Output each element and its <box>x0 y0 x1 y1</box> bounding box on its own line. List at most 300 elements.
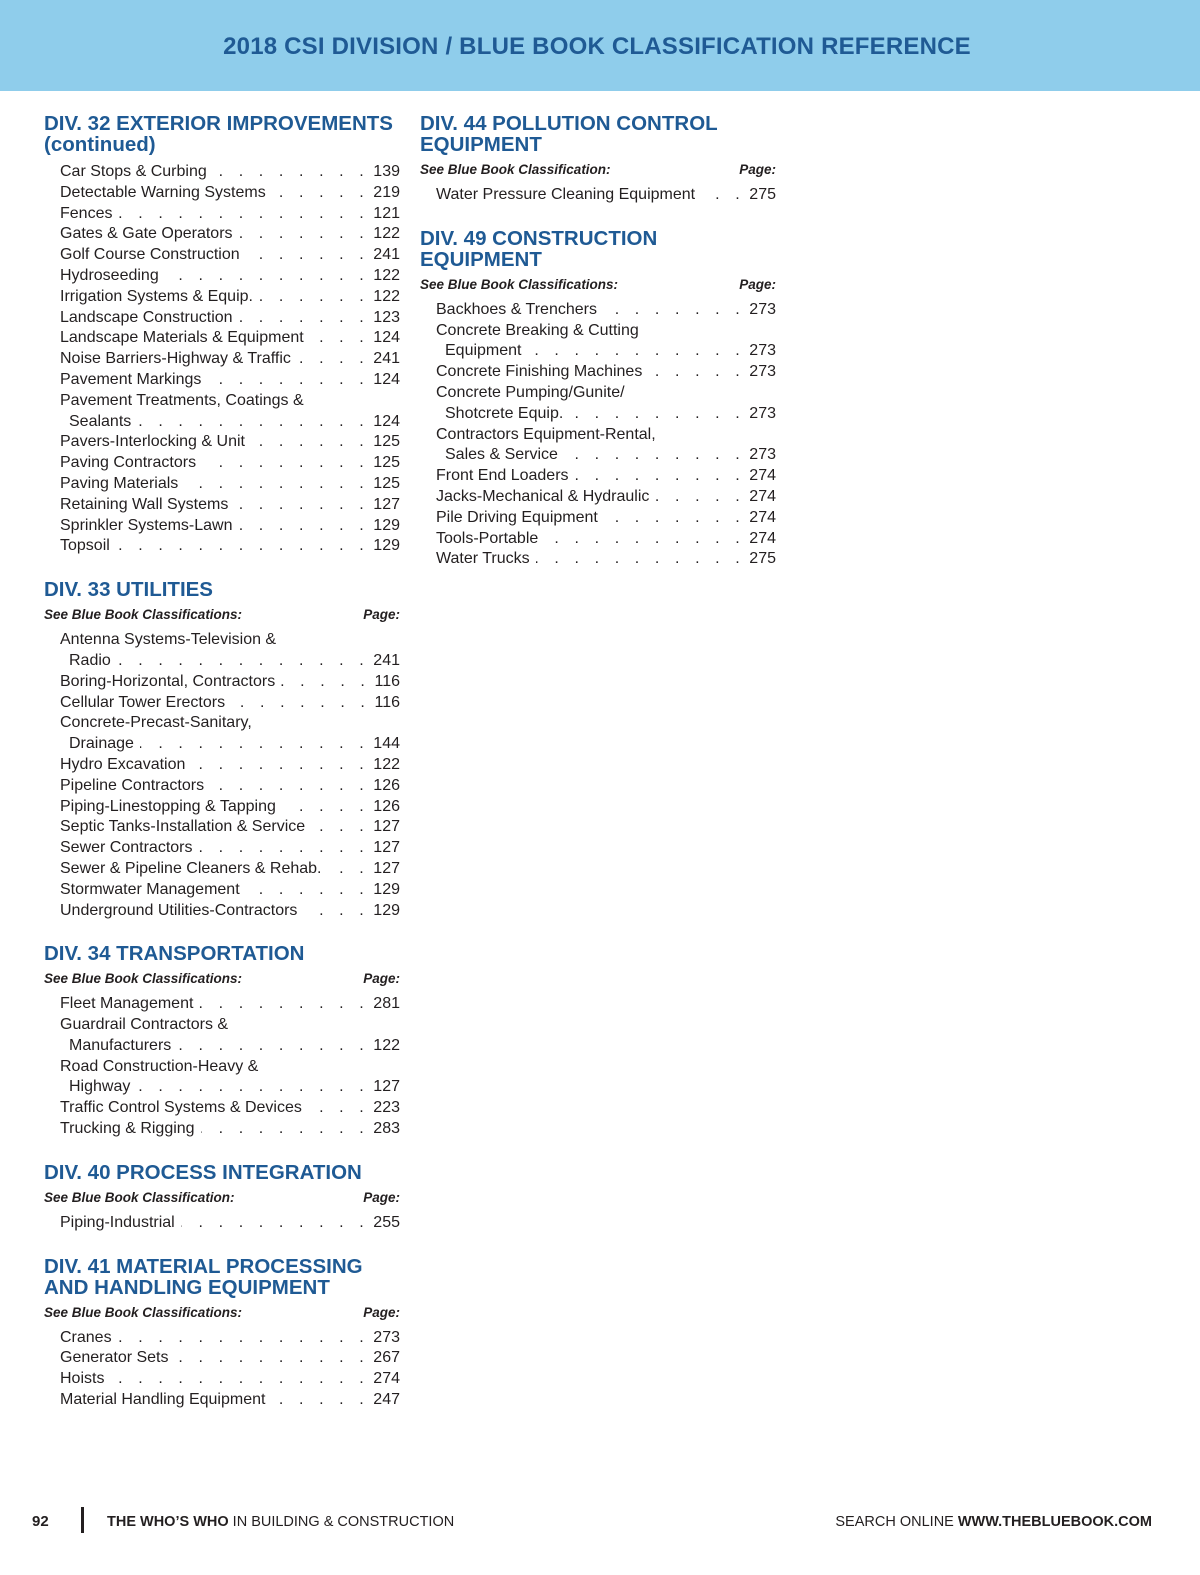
div44-title-line2: EQUIPMENT <box>420 133 542 156</box>
entry-page-number: 273 <box>749 300 776 318</box>
right-column <box>420 113 776 592</box>
see-classification-label: See Blue Book Classification: <box>420 162 611 177</box>
dot-leader <box>655 487 745 508</box>
entry-name: Concrete Pumping/Gunite/ <box>436 383 625 401</box>
entry-line <box>436 445 776 466</box>
dot-leader <box>191 755 369 776</box>
div49-section <box>420 228 776 570</box>
entry-page-number: 127 <box>373 495 400 513</box>
entry-page-number: 122 <box>373 225 400 243</box>
list-item <box>420 466 776 487</box>
list-item <box>420 549 776 570</box>
list-item <box>420 300 776 321</box>
dot-leader <box>575 466 746 487</box>
dot-leader <box>234 495 369 516</box>
entry-name: Jacks-Mechanical & Hydraulic <box>436 487 650 505</box>
entry-name: Topsoil <box>60 537 110 555</box>
entry-name: Paving Contractors <box>60 454 197 472</box>
entry-page-number: 125 <box>373 433 400 451</box>
entry-name-continued: Shotcrete Equip. <box>445 404 564 422</box>
list-item <box>44 672 400 693</box>
entry-line <box>60 308 400 329</box>
see-classifications-label: See Blue Book Classifications: <box>44 971 243 987</box>
dot-leader <box>136 1077 369 1098</box>
entry-name: Piping-Linestopping & Tapping <box>60 797 276 815</box>
entry-page-number: 129 <box>373 901 400 919</box>
div33-title: DIV. 33 UTILITIES <box>44 578 213 602</box>
entry-line <box>60 994 400 1015</box>
entry-name-continued: Drainage <box>69 735 134 753</box>
entry-line <box>60 328 400 349</box>
entry-line <box>60 651 400 672</box>
list-item <box>44 453 400 474</box>
div44-title <box>420 113 776 155</box>
list-item <box>44 162 400 183</box>
entry-line <box>60 1369 400 1390</box>
list-item <box>44 838 400 859</box>
entry-page-number: 123 <box>373 308 400 326</box>
entry-page-number: 281 <box>373 995 400 1013</box>
list-item <box>44 1390 400 1411</box>
entry-page-number: 129 <box>373 516 400 534</box>
dot-leader <box>117 651 369 672</box>
page-label: Page: <box>363 607 400 623</box>
entry-name: Pavers-Interlocking & Unit <box>60 433 245 451</box>
div33-section <box>44 579 400 921</box>
website-link[interactable]: WWW.THEBLUEBOOK.COM <box>957 1514 1152 1530</box>
div33-list <box>44 630 400 921</box>
entry-line <box>60 880 400 901</box>
entry-page-number: 127 <box>373 839 400 857</box>
div41-section <box>44 1256 400 1411</box>
entry-page-number: 274 <box>749 508 776 526</box>
list-item <box>44 245 400 266</box>
entry-page-number: 275 <box>749 186 776 203</box>
div41-title-line1: DIV. 41 MATERIAL PROCESSING <box>44 1254 363 1278</box>
entry-line <box>60 1036 400 1057</box>
entry-name: Stormwater Management <box>60 880 240 898</box>
entry-name: Septic Tanks-Installation & Service <box>60 818 306 836</box>
entry-line <box>60 516 400 537</box>
dot-leader <box>207 370 369 391</box>
dot-leader <box>259 287 369 308</box>
see-classifications-label: See Blue Book Classifications: <box>44 1304 243 1320</box>
entry-page-number: 273 <box>749 404 776 422</box>
list-item <box>44 536 400 557</box>
entry-name: Sewer & Pipeline Cleaners & Rehab. <box>60 859 322 877</box>
dot-leader <box>116 536 369 557</box>
entry-page-number: 127 <box>373 859 400 877</box>
list-item <box>44 1348 400 1369</box>
entry-line <box>60 1348 400 1369</box>
entry-name: Concrete-Precast-Sanitary, <box>60 714 252 732</box>
div49-list <box>420 300 776 570</box>
list-item <box>44 1213 400 1234</box>
div32-title-line2: (continued) <box>44 133 156 156</box>
div49-title-line2: EQUIPMENT <box>420 247 542 271</box>
list-item <box>44 755 400 776</box>
div41-column-header <box>44 1304 400 1322</box>
entry-name: Cranes <box>60 1328 112 1346</box>
entry-line <box>60 1119 400 1140</box>
div49-title <box>420 228 776 270</box>
dot-leader <box>175 1348 370 1369</box>
div40-section <box>44 1162 400 1234</box>
entry-line <box>60 817 400 838</box>
entry-page-number: 124 <box>373 329 400 347</box>
list-item <box>44 859 400 880</box>
entry-line <box>60 349 400 370</box>
entry-line <box>60 693 400 714</box>
div41-list <box>44 1328 400 1411</box>
dot-leader <box>137 412 369 433</box>
entry-line <box>60 1077 400 1098</box>
dot-leader <box>272 183 370 204</box>
entry-page-number: 126 <box>373 776 400 794</box>
entry-line <box>60 1390 400 1411</box>
dot-leader <box>210 776 369 797</box>
entry-line <box>60 266 400 287</box>
dot-leader <box>201 1119 370 1140</box>
entry-page-number: 121 <box>373 204 400 222</box>
div33-column-header <box>44 606 400 624</box>
entry-page-number: 241 <box>373 246 400 264</box>
div34-column-header <box>44 970 400 988</box>
entry-page-number: 273 <box>749 342 776 360</box>
list-item <box>44 308 400 329</box>
entry-line <box>436 466 776 487</box>
list-item <box>44 432 400 453</box>
list-item <box>44 817 400 838</box>
entry-page-number: 116 <box>374 693 400 711</box>
dot-leader <box>544 529 745 550</box>
entry-name: Cellular Tower Erectors <box>60 693 226 711</box>
entry-page-number: 283 <box>373 1120 400 1138</box>
page-title: 2018 CSI DIVISION / BLUE BOOK CLASSIFICATION REFERENCE <box>223 33 971 60</box>
div34-title: DIV. 34 TRANSPORTATION <box>44 942 305 966</box>
entry-name: Piping-Industrial <box>60 1213 175 1231</box>
entry-page-number: 255 <box>373 1213 400 1231</box>
entry-page-number: 267 <box>373 1349 400 1367</box>
div41-title-line2: AND HANDLING EQUIPMENT <box>44 1275 330 1299</box>
entry-page-number: 273 <box>749 363 776 381</box>
entry-page-number: 274 <box>749 467 776 485</box>
list-item <box>44 391 400 433</box>
entry-line <box>60 287 400 308</box>
footer-divider <box>81 1507 84 1533</box>
list-item <box>44 204 400 225</box>
dot-leader <box>140 734 369 755</box>
entry-page-number: 129 <box>373 537 400 555</box>
entry-line <box>436 185 776 206</box>
entry-line <box>60 162 400 183</box>
entry-name: Antenna Systems-Television & <box>60 631 277 649</box>
list-item <box>420 508 776 529</box>
dot-leader <box>246 880 370 901</box>
list-item <box>420 529 776 550</box>
dot-leader <box>603 300 745 321</box>
page-label: Page: <box>739 276 776 292</box>
entry-name: Fleet Management <box>60 995 194 1013</box>
entry-page-number: 127 <box>373 1078 400 1096</box>
entry-name: Sewer Contractors <box>60 839 193 857</box>
list-item <box>44 693 400 714</box>
entry-line <box>60 453 400 474</box>
entry-name: Concrete Breaking & Cutting <box>436 321 639 339</box>
page-label: Page: <box>363 971 400 987</box>
div34-list <box>44 994 400 1140</box>
div34-section <box>44 943 400 1140</box>
entry-page-number: 124 <box>373 370 400 388</box>
entry-page-number: 122 <box>373 266 400 284</box>
dot-leader <box>281 672 370 693</box>
entry-page-number: 275 <box>749 550 776 568</box>
dot-leader <box>648 362 745 383</box>
entry-name: Retaining Wall Systems <box>60 495 229 513</box>
entry-name: Noise Barriers-Highway & Traffic <box>60 350 291 368</box>
entry-page-number: 273 <box>373 1328 400 1346</box>
list-item <box>44 994 400 1015</box>
list-item <box>44 1328 400 1349</box>
header-banner <box>0 0 1200 91</box>
entry-line <box>60 672 400 693</box>
entry-line <box>436 341 776 362</box>
entry-page-number: 223 <box>373 1099 400 1117</box>
list-item <box>44 183 400 204</box>
publication-name-rest: IN BUILDING & CONSTRUCTION <box>228 1514 455 1530</box>
dot-leader <box>118 204 369 225</box>
entry-line <box>60 536 400 557</box>
entry-name: Detectable Warning Systems <box>60 183 266 201</box>
entry-name: Paving Materials <box>60 474 179 492</box>
entry-line <box>60 901 400 922</box>
dot-leader <box>110 1369 369 1390</box>
dot-leader <box>199 838 370 859</box>
entry-line <box>436 508 776 529</box>
entry-line <box>60 432 400 453</box>
list-item <box>44 901 400 922</box>
list-item <box>420 185 776 206</box>
entry-line <box>436 300 776 321</box>
search-online-text <box>835 1514 1152 1530</box>
entry-page-number: 116 <box>374 672 400 690</box>
dot-leader <box>701 185 745 206</box>
entry-name: Boring-Horizontal, Contractors <box>60 672 276 690</box>
entry-line <box>60 776 400 797</box>
entry-name: Pavement Treatments, Coatings & <box>60 391 304 409</box>
div44-column-header <box>420 161 776 179</box>
entry-page-number: 125 <box>373 474 400 492</box>
list-item <box>44 630 400 672</box>
entry-line <box>60 859 400 880</box>
div44-list <box>420 185 776 206</box>
list-item <box>44 1098 400 1119</box>
entry-name: Backhoes & Trenchers <box>436 300 597 318</box>
entry-name: Water Pressure Cleaning Equipment <box>436 186 696 203</box>
entry-page-number: 139 <box>373 163 400 180</box>
dot-leader <box>165 266 370 287</box>
list-item <box>420 362 776 383</box>
publication-name <box>107 1514 454 1530</box>
entry-name: Golf Course Construction <box>60 246 240 264</box>
entry-name: Trucking & Rigging <box>60 1120 195 1138</box>
div32-title <box>44 113 400 155</box>
list-item <box>44 349 400 370</box>
entry-name: Fences <box>60 204 113 222</box>
dot-leader <box>303 901 369 922</box>
entry-name: Concrete Finishing Machines <box>436 363 643 381</box>
list-item <box>44 1369 400 1390</box>
entry-line <box>60 1098 400 1119</box>
dot-leader <box>271 1390 369 1411</box>
entry-line <box>60 495 400 516</box>
page-number: 92 <box>32 1513 49 1530</box>
dot-leader <box>202 453 369 474</box>
dot-leader <box>308 1098 369 1119</box>
entry-page-number: 247 <box>373 1391 400 1409</box>
entry-line <box>436 404 776 425</box>
list-item <box>44 516 400 537</box>
entry-page-number: 122 <box>373 287 400 305</box>
entry-name-continued: Highway <box>69 1078 131 1096</box>
div32-section <box>44 113 400 557</box>
dot-leader <box>239 516 370 537</box>
publication-name-bold: THE WHO’S WHO <box>107 1514 229 1530</box>
entry-name: Pile Driving Equipment <box>436 508 598 526</box>
entry-page-number: 125 <box>373 454 400 472</box>
entry-name-continued: Radio <box>69 651 111 669</box>
entry-line <box>60 224 400 245</box>
entry-line <box>60 474 400 495</box>
entry-line <box>60 1328 400 1349</box>
entry-name: Car Stops & Curbing <box>60 163 207 180</box>
dot-leader <box>199 994 369 1015</box>
entry-line <box>60 755 400 776</box>
entry-line <box>436 362 776 383</box>
dot-leader <box>536 549 746 570</box>
page-label: Page: <box>739 162 776 177</box>
div32-list <box>44 162 400 557</box>
entry-line <box>60 734 400 755</box>
entry-page-number: 274 <box>749 487 776 505</box>
entry-page-number: 126 <box>373 797 400 815</box>
entry-page-number: 219 <box>373 183 400 201</box>
list-item <box>44 1015 400 1057</box>
entry-name: Contractors Equipment-Rental, <box>436 425 656 443</box>
entry-line <box>60 183 400 204</box>
dot-leader <box>184 474 369 495</box>
list-item <box>44 797 400 818</box>
dot-leader <box>604 508 745 529</box>
div44-title-line1: DIV. 44 POLLUTION CONTROL <box>420 112 718 135</box>
entry-name: Material Handling Equipment <box>60 1391 266 1409</box>
list-item <box>44 224 400 245</box>
dot-leader <box>282 797 369 818</box>
search-online-prefix: SEARCH ONLINE <box>835 1514 958 1530</box>
entry-line <box>60 412 400 433</box>
entry-page-number: 144 <box>373 735 400 753</box>
entry-name: Landscape Construction <box>60 308 233 326</box>
entry-line <box>60 1213 400 1234</box>
div41-title <box>44 1256 400 1298</box>
entry-name: Guardrail Contractors & <box>60 1016 229 1034</box>
entry-name: Underground Utilities-Contractors <box>60 901 298 919</box>
list-item <box>44 713 400 755</box>
entry-name: Generator Sets <box>60 1349 169 1367</box>
list-item <box>44 266 400 287</box>
dot-leader <box>213 162 370 183</box>
entry-name: Irrigation Systems & Equip. <box>60 287 253 305</box>
entry-page-number: 241 <box>373 350 400 368</box>
list-item <box>44 1119 400 1140</box>
entry-line <box>60 370 400 391</box>
list-item <box>44 474 400 495</box>
entry-page-number: 273 <box>749 446 776 464</box>
dot-leader <box>118 1328 370 1349</box>
dot-leader <box>239 308 370 329</box>
dot-leader <box>310 328 370 349</box>
list-item <box>44 287 400 308</box>
entry-name: Tools-Portable <box>436 529 539 547</box>
entry-page-number: 127 <box>373 818 400 836</box>
page-label: Page: <box>363 1304 400 1320</box>
entry-name: Gates & Gate Operators <box>60 225 233 243</box>
dot-leader <box>569 404 745 425</box>
entry-line <box>60 204 400 225</box>
entry-line <box>60 797 400 818</box>
list-item <box>44 370 400 391</box>
list-item <box>44 776 400 797</box>
entry-name-continued: Sales & Service <box>445 446 558 464</box>
entry-name: Road Construction-Heavy & <box>60 1057 259 1075</box>
entry-name: Hydroseeding <box>60 266 159 284</box>
dot-leader <box>239 224 370 245</box>
list-item <box>420 383 776 425</box>
div40-column-header <box>44 1189 400 1207</box>
div44-section <box>420 113 776 206</box>
entry-page-number: 122 <box>373 755 400 773</box>
entry-name: Landscape Materials & Equipment <box>60 329 304 347</box>
dot-leader <box>231 693 370 714</box>
dot-leader <box>181 1213 370 1234</box>
entry-page-number: 129 <box>373 880 400 898</box>
dot-leader <box>246 245 370 266</box>
list-item <box>420 425 776 467</box>
entry-line <box>436 529 776 550</box>
entry-line <box>436 549 776 570</box>
page-label: Page: <box>363 1189 400 1205</box>
dot-leader <box>564 445 745 466</box>
dot-leader <box>528 341 746 362</box>
list-item <box>420 321 776 363</box>
div40-list <box>44 1213 400 1234</box>
div49-column-header <box>420 276 776 294</box>
entry-page-number: 274 <box>373 1370 400 1388</box>
entry-name: Hydro Excavation <box>60 755 186 773</box>
entry-line <box>60 245 400 266</box>
entry-name-continued: Equipment <box>445 342 522 360</box>
div49-title-line1: DIV. 49 CONSTRUCTION <box>420 226 658 250</box>
list-item <box>420 487 776 508</box>
see-classifications-label: See Blue Book Classifications: <box>44 607 243 623</box>
list-item <box>44 880 400 901</box>
entry-name: Pipeline Contractors <box>60 776 205 794</box>
dot-leader <box>297 349 369 370</box>
entry-name: Pavement Markings <box>60 370 202 388</box>
list-item <box>44 328 400 349</box>
see-classification-label: See Blue Book Classification: <box>44 1189 235 1205</box>
entry-page-number: 274 <box>749 529 776 547</box>
